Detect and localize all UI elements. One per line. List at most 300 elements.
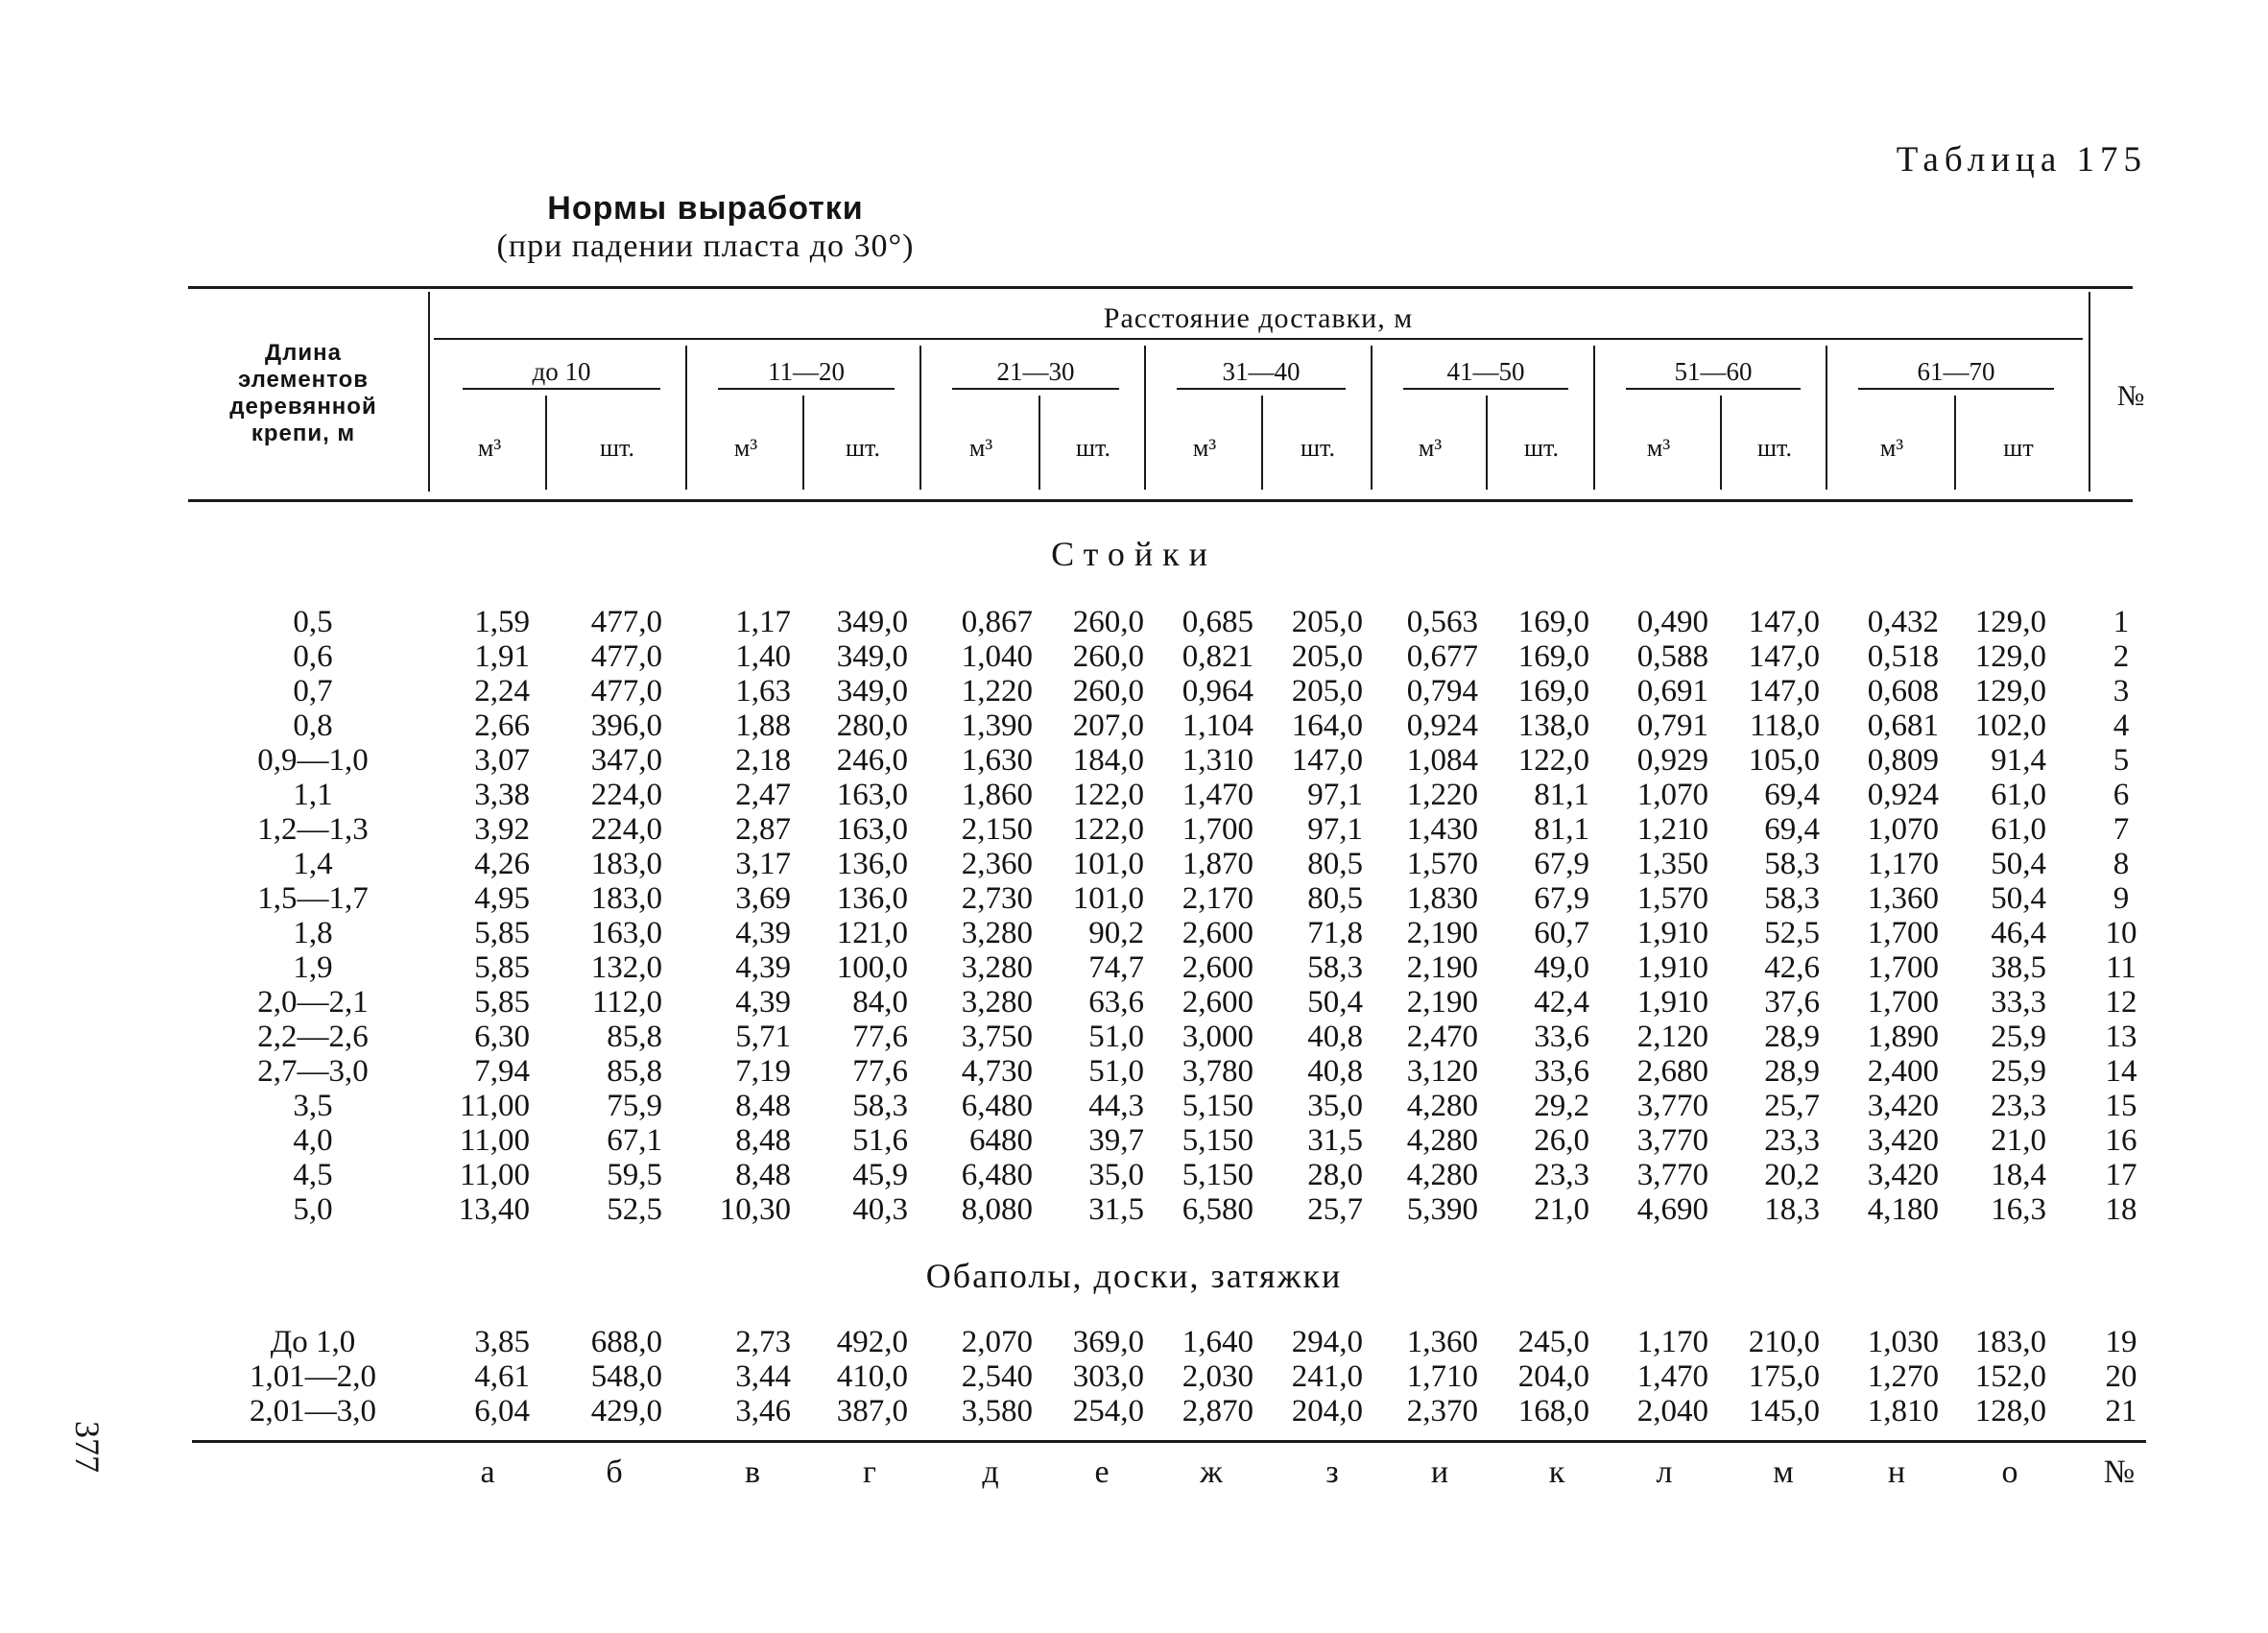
m3-cell: 1,390 xyxy=(961,708,1033,743)
m3-cell: 5,85 xyxy=(474,950,530,985)
length-cell: 0,6 xyxy=(293,639,333,674)
m3-cell: 6,30 xyxy=(474,1020,530,1054)
row-number-cell: 1 xyxy=(2113,605,2130,639)
m3-cell: 3,17 xyxy=(735,847,791,881)
pieces-cell: 40,3 xyxy=(852,1192,908,1227)
range-divider xyxy=(1826,346,1827,490)
row-number-cell: 12 xyxy=(2105,985,2137,1020)
pieces-cell: 260,0 xyxy=(1072,639,1144,674)
footer-column-letter: д xyxy=(982,1454,999,1490)
m3-cell: 3,770 xyxy=(1636,1089,1708,1123)
m3-cell: 4,180 xyxy=(1867,1192,1939,1227)
m3-cell: 2,120 xyxy=(1636,1020,1708,1054)
row-number-cell: 10 xyxy=(2105,916,2137,950)
pieces-cell: 18,4 xyxy=(1991,1158,2046,1192)
pieces-cell: 175,0 xyxy=(1748,1359,1820,1394)
pieces-cell: 245,0 xyxy=(1517,1325,1589,1359)
pieces-cell: 169,0 xyxy=(1517,674,1589,708)
range-header: 31—40 xyxy=(1222,357,1301,386)
length-cell: 1,01—2,0 xyxy=(250,1359,376,1394)
m3-cell: 2,73 xyxy=(735,1325,791,1359)
footer-column-letter: а xyxy=(480,1454,495,1490)
row-number-cell: 3 xyxy=(2113,674,2130,708)
length-cell: 1,4 xyxy=(293,847,333,881)
m3-cell: 1,40 xyxy=(735,639,791,674)
pieces-cell: 224,0 xyxy=(590,778,662,812)
pieces-cell: 122,0 xyxy=(1072,812,1144,847)
unit-divider xyxy=(545,396,547,490)
unit-divider xyxy=(1954,396,1956,490)
pieces-cell: 23,3 xyxy=(1764,1123,1820,1158)
m3-cell: 1,220 xyxy=(961,674,1033,708)
m3-cell: 1,220 xyxy=(1406,778,1478,812)
length-cell: 3,5 xyxy=(293,1089,333,1123)
m3-cell: 1,17 xyxy=(735,605,791,639)
row-number-cell: 16 xyxy=(2105,1123,2137,1158)
m3-cell: 0,432 xyxy=(1867,605,1939,639)
pieces-cell: 205,0 xyxy=(1291,639,1363,674)
m3-cell: 1,910 xyxy=(1636,985,1708,1020)
unit-m3-header: м³ xyxy=(968,434,993,462)
pieces-cell: 40,8 xyxy=(1307,1020,1363,1054)
m3-cell: 3,750 xyxy=(961,1020,1033,1054)
pieces-cell: 77,6 xyxy=(852,1020,908,1054)
m3-cell: 1,084 xyxy=(1406,743,1478,778)
m3-cell: 3,770 xyxy=(1636,1158,1708,1192)
pieces-cell: 21,0 xyxy=(1991,1123,2046,1158)
pieces-cell: 35,0 xyxy=(1307,1089,1363,1123)
m3-cell: 1,870 xyxy=(1182,847,1253,881)
pieces-cell: 183,0 xyxy=(590,881,662,916)
pieces-cell: 45,9 xyxy=(852,1158,908,1192)
pieces-cell: 477,0 xyxy=(590,605,662,639)
pieces-cell: 204,0 xyxy=(1291,1394,1363,1429)
m3-cell: 3,420 xyxy=(1867,1158,1939,1192)
m3-cell: 1,350 xyxy=(1636,847,1708,881)
distance-underline xyxy=(434,338,2083,340)
range-header: 41—50 xyxy=(1446,357,1525,386)
pieces-cell: 347,0 xyxy=(590,743,662,778)
m3-cell: 1,170 xyxy=(1636,1325,1708,1359)
pieces-cell: 67,1 xyxy=(607,1123,662,1158)
row-number-cell: 5 xyxy=(2113,743,2130,778)
m3-cell: 4,61 xyxy=(474,1359,530,1394)
m3-cell: 2,470 xyxy=(1406,1020,1478,1054)
m3-cell: 1,700 xyxy=(1867,916,1939,950)
length-cell: 4,0 xyxy=(293,1123,333,1158)
length-cell: 0,5 xyxy=(293,605,333,639)
page-title: Нормы выработки xyxy=(547,190,864,227)
range-underline xyxy=(463,388,660,390)
pieces-cell: 128,0 xyxy=(1974,1394,2046,1429)
m3-cell: 6,480 xyxy=(961,1089,1033,1123)
m3-cell: 2,070 xyxy=(961,1325,1033,1359)
unit-m3-header: м³ xyxy=(1646,434,1671,462)
pieces-cell: 39,7 xyxy=(1088,1123,1144,1158)
pieces-cell: 121,0 xyxy=(836,916,908,950)
length-cell: 1,8 xyxy=(293,916,333,950)
m3-cell: 1,640 xyxy=(1182,1325,1253,1359)
pieces-cell: 46,4 xyxy=(1991,916,2046,950)
pieces-cell: 183,0 xyxy=(590,847,662,881)
row-number-cell: 21 xyxy=(2105,1394,2137,1429)
pieces-cell: 136,0 xyxy=(836,847,908,881)
row-number-cell: 8 xyxy=(2113,847,2130,881)
range-divider xyxy=(919,346,921,490)
pieces-cell: 280,0 xyxy=(836,708,908,743)
length-cell: 2,2—2,6 xyxy=(257,1020,369,1054)
length-cell: 0,7 xyxy=(293,674,333,708)
m3-cell: 1,570 xyxy=(1406,847,1478,881)
row-number-cell: 13 xyxy=(2105,1020,2137,1054)
pieces-cell: 102,0 xyxy=(1974,708,2046,743)
pieces-cell: 246,0 xyxy=(836,743,908,778)
pieces-cell: 101,0 xyxy=(1072,847,1144,881)
m3-cell: 2,370 xyxy=(1406,1394,1478,1429)
pieces-cell: 77,6 xyxy=(852,1054,908,1089)
m3-cell: 1,910 xyxy=(1636,916,1708,950)
pieces-cell: 91,4 xyxy=(1991,743,2046,778)
unit-m3-header: м³ xyxy=(1879,434,1904,462)
m3-cell: 1,700 xyxy=(1182,812,1253,847)
pieces-cell: 71,8 xyxy=(1307,916,1363,950)
range-underline xyxy=(1626,388,1801,390)
unit-sht-header: шт. xyxy=(1301,434,1335,462)
footer-column-letter: л xyxy=(1656,1454,1673,1490)
m3-cell: 0,791 xyxy=(1636,708,1708,743)
m3-cell: 3,44 xyxy=(735,1359,791,1394)
pieces-cell: 58,3 xyxy=(1764,847,1820,881)
pieces-cell: 163,0 xyxy=(836,778,908,812)
m3-cell: 3,580 xyxy=(961,1394,1033,1429)
m3-cell: 4,39 xyxy=(735,985,791,1020)
row-number-cell: 14 xyxy=(2105,1054,2137,1089)
m3-cell: 1,860 xyxy=(961,778,1033,812)
unit-sht-header: шт. xyxy=(846,434,880,462)
m3-cell: 3,770 xyxy=(1636,1123,1708,1158)
pieces-cell: 260,0 xyxy=(1072,674,1144,708)
m3-cell: 4,280 xyxy=(1406,1158,1478,1192)
unit-divider xyxy=(1261,396,1263,490)
m3-cell: 1,910 xyxy=(1636,950,1708,985)
m3-cell: 6,580 xyxy=(1182,1192,1253,1227)
pieces-cell: 84,0 xyxy=(852,985,908,1020)
m3-cell: 5,150 xyxy=(1182,1123,1253,1158)
pieces-cell: 21,0 xyxy=(1534,1192,1589,1227)
m3-cell: 4,280 xyxy=(1406,1123,1478,1158)
m3-cell: 11,00 xyxy=(459,1158,530,1192)
pieces-cell: 16,3 xyxy=(1991,1192,2046,1227)
unit-m3-header: м³ xyxy=(1418,434,1443,462)
table-label: Таблица 175 xyxy=(1896,140,2147,180)
pieces-cell: 28,9 xyxy=(1764,1054,1820,1089)
pieces-cell: 18,3 xyxy=(1764,1192,1820,1227)
m3-cell: 2,170 xyxy=(1182,881,1253,916)
m3-cell: 4,95 xyxy=(474,881,530,916)
top-rule xyxy=(188,286,2133,289)
m3-cell: 1,470 xyxy=(1182,778,1253,812)
length-cell: 1,2—1,3 xyxy=(257,812,369,847)
m3-cell: 1,710 xyxy=(1406,1359,1478,1394)
pieces-cell: 105,0 xyxy=(1748,743,1820,778)
m3-cell: 3,420 xyxy=(1867,1089,1939,1123)
footer-column-letter: г xyxy=(863,1454,876,1490)
m3-cell: 2,360 xyxy=(961,847,1033,881)
pieces-cell: 26,0 xyxy=(1534,1123,1589,1158)
pieces-cell: 75,9 xyxy=(607,1089,662,1123)
unit-sht-header: шт xyxy=(2003,434,2034,462)
m3-cell: 0,929 xyxy=(1636,743,1708,778)
row-number-cell: 20 xyxy=(2105,1359,2137,1394)
m3-cell: 1,310 xyxy=(1182,743,1253,778)
footer-number-label: № xyxy=(2103,1454,2136,1490)
pieces-cell: 25,9 xyxy=(1991,1054,2046,1089)
m3-cell: 2,400 xyxy=(1867,1054,1939,1089)
range-underline xyxy=(1403,388,1568,390)
unit-m3-header: м³ xyxy=(1192,434,1217,462)
range-divider xyxy=(685,346,687,490)
m3-cell: 2,18 xyxy=(735,743,791,778)
pieces-cell: 85,8 xyxy=(607,1054,662,1089)
pieces-cell: 69,4 xyxy=(1764,778,1820,812)
m3-cell: 0,867 xyxy=(961,605,1033,639)
pieces-cell: 67,9 xyxy=(1534,881,1589,916)
pieces-cell: 492,0 xyxy=(836,1325,908,1359)
length-column-header xyxy=(188,340,418,447)
pieces-cell: 129,0 xyxy=(1974,674,2046,708)
table-bottom-rule xyxy=(192,1440,2146,1443)
range-header: 51—60 xyxy=(1674,357,1753,386)
m3-cell: 2,870 xyxy=(1182,1394,1253,1429)
header-right-divider xyxy=(2089,292,2090,492)
pieces-cell: 33,6 xyxy=(1534,1020,1589,1054)
pieces-cell: 67,9 xyxy=(1534,847,1589,881)
unit-sht-header: шт. xyxy=(1524,434,1559,462)
m3-cell: 2,680 xyxy=(1636,1054,1708,1089)
pieces-cell: 410,0 xyxy=(836,1359,908,1394)
pieces-cell: 136,0 xyxy=(836,881,908,916)
number-column-header: № xyxy=(2116,380,2145,412)
length-cell: До 1,0 xyxy=(270,1325,356,1359)
m3-cell: 2,150 xyxy=(961,812,1033,847)
m3-cell: 3,280 xyxy=(961,985,1033,1020)
m3-cell: 2,600 xyxy=(1182,985,1253,1020)
unit-divider xyxy=(1720,396,1722,490)
pieces-cell: 145,0 xyxy=(1748,1394,1820,1429)
pieces-cell: 81,1 xyxy=(1534,812,1589,847)
m3-cell: 0,608 xyxy=(1867,674,1939,708)
pieces-cell: 164,0 xyxy=(1291,708,1363,743)
m3-cell: 0,518 xyxy=(1867,639,1939,674)
pieces-cell: 25,7 xyxy=(1764,1089,1820,1123)
pieces-cell: 387,0 xyxy=(836,1394,908,1429)
pieces-cell: 369,0 xyxy=(1072,1325,1144,1359)
range-header: 61—70 xyxy=(1917,357,1995,386)
pieces-cell: 20,2 xyxy=(1764,1158,1820,1192)
pieces-cell: 118,0 xyxy=(1749,708,1820,743)
m3-cell: 2,47 xyxy=(735,778,791,812)
pieces-cell: 303,0 xyxy=(1072,1359,1144,1394)
m3-cell: 0,490 xyxy=(1636,605,1708,639)
pieces-cell: 40,8 xyxy=(1307,1054,1363,1089)
length-cell: 5,0 xyxy=(293,1192,333,1227)
m3-cell: 1,360 xyxy=(1867,881,1939,916)
pieces-cell: 50,4 xyxy=(1991,881,2046,916)
length-cell: 1,1 xyxy=(293,778,333,812)
length-cell: 2,7—3,0 xyxy=(257,1054,369,1089)
length-header-line: деревянной xyxy=(229,394,377,420)
m3-cell: 4,690 xyxy=(1636,1192,1708,1227)
m3-cell: 2,87 xyxy=(735,812,791,847)
row-number-cell: 19 xyxy=(2105,1325,2137,1359)
length-cell: 1,9 xyxy=(293,950,333,985)
m3-cell: 4,39 xyxy=(735,950,791,985)
m3-cell: 5,85 xyxy=(474,916,530,950)
pieces-cell: 122,0 xyxy=(1517,743,1589,778)
pieces-cell: 147,0 xyxy=(1748,605,1820,639)
m3-cell: 3,280 xyxy=(961,950,1033,985)
unit-divider xyxy=(802,396,804,490)
range-divider xyxy=(1593,346,1595,490)
header-bottom-rule xyxy=(188,499,2133,502)
row-number-cell: 18 xyxy=(2105,1192,2137,1227)
m3-cell: 5,390 xyxy=(1406,1192,1478,1227)
length-cell: 1,5—1,7 xyxy=(257,881,369,916)
footer-column-letter: о xyxy=(2001,1454,2018,1490)
pieces-cell: 169,0 xyxy=(1517,605,1589,639)
m3-cell: 1,88 xyxy=(735,708,791,743)
m3-cell: 1,070 xyxy=(1636,778,1708,812)
m3-cell: 0,691 xyxy=(1636,674,1708,708)
m3-cell: 4,39 xyxy=(735,916,791,950)
pieces-cell: 37,6 xyxy=(1764,985,1820,1020)
m3-cell: 3,07 xyxy=(474,743,530,778)
m3-cell: 8,48 xyxy=(735,1158,791,1192)
footer-column-letter: м xyxy=(1773,1454,1794,1490)
row-number-cell: 15 xyxy=(2105,1089,2137,1123)
footer-column-letter: е xyxy=(1094,1454,1110,1490)
m3-cell: 6,04 xyxy=(474,1394,530,1429)
m3-cell: 1,810 xyxy=(1867,1394,1939,1429)
m3-cell: 4,26 xyxy=(474,847,530,881)
pieces-cell: 429,0 xyxy=(590,1394,662,1429)
m3-cell: 2,040 xyxy=(1636,1394,1708,1429)
m3-cell: 1,63 xyxy=(735,674,791,708)
section-title: Обаполы, доски, затяжки xyxy=(925,1257,1343,1295)
pieces-cell: 52,5 xyxy=(1764,916,1820,950)
length-header-line: Длина xyxy=(265,340,342,366)
page-subtitle: (при падении пласта до 30°) xyxy=(496,228,915,264)
pieces-cell: 349,0 xyxy=(836,674,908,708)
section-title: Стойки xyxy=(1051,535,1217,573)
m3-cell: 6480 xyxy=(969,1123,1033,1158)
m3-cell: 2,66 xyxy=(474,708,530,743)
row-number-cell: 4 xyxy=(2113,708,2130,743)
pieces-cell: 50,4 xyxy=(1307,985,1363,1020)
pieces-cell: 97,1 xyxy=(1307,778,1363,812)
pieces-cell: 51,0 xyxy=(1088,1020,1144,1054)
m3-cell: 11,00 xyxy=(459,1089,530,1123)
pieces-cell: 168,0 xyxy=(1517,1394,1589,1429)
m3-cell: 10,30 xyxy=(719,1192,791,1227)
unit-m3-header: м³ xyxy=(477,434,502,462)
m3-cell: 8,48 xyxy=(735,1123,791,1158)
pieces-cell: 294,0 xyxy=(1291,1325,1363,1359)
m3-cell: 2,730 xyxy=(961,881,1033,916)
range-underline xyxy=(718,388,895,390)
m3-cell: 4,280 xyxy=(1406,1089,1478,1123)
m3-cell: 0,924 xyxy=(1406,708,1478,743)
m3-cell: 1,360 xyxy=(1406,1325,1478,1359)
range-header: до 10 xyxy=(532,357,591,386)
pieces-cell: 33,3 xyxy=(1991,985,2046,1020)
pieces-cell: 90,2 xyxy=(1088,916,1144,950)
range-divider xyxy=(1371,346,1373,490)
m3-cell: 0,794 xyxy=(1406,674,1478,708)
pieces-cell: 51,0 xyxy=(1088,1054,1144,1089)
m3-cell: 8,48 xyxy=(735,1089,791,1123)
m3-cell: 7,19 xyxy=(735,1054,791,1089)
m3-cell: 3,780 xyxy=(1182,1054,1253,1089)
footer-column-letter: к xyxy=(1548,1454,1565,1490)
pieces-cell: 23,3 xyxy=(1534,1158,1589,1192)
pieces-cell: 163,0 xyxy=(590,916,662,950)
m3-cell: 0,681 xyxy=(1867,708,1939,743)
pieces-cell: 184,0 xyxy=(1072,743,1144,778)
pieces-cell: 51,6 xyxy=(852,1123,908,1158)
m3-cell: 0,964 xyxy=(1182,674,1253,708)
length-cell: 0,9—1,0 xyxy=(257,743,369,778)
m3-cell: 0,588 xyxy=(1636,639,1708,674)
m3-cell: 1,59 xyxy=(474,605,530,639)
m3-cell: 1,91 xyxy=(474,639,530,674)
m3-cell: 2,190 xyxy=(1406,916,1478,950)
pieces-cell: 224,0 xyxy=(590,812,662,847)
m3-cell: 2,030 xyxy=(1182,1359,1253,1394)
m3-cell: 1,470 xyxy=(1636,1359,1708,1394)
pieces-cell: 63,6 xyxy=(1088,985,1144,1020)
pieces-cell: 97,1 xyxy=(1307,812,1363,847)
header-left-divider xyxy=(428,292,430,492)
m3-cell: 2,190 xyxy=(1406,985,1478,1020)
pieces-cell: 254,0 xyxy=(1072,1394,1144,1429)
pieces-cell: 169,0 xyxy=(1517,639,1589,674)
pieces-cell: 58,3 xyxy=(852,1089,908,1123)
pieces-cell: 241,0 xyxy=(1291,1359,1363,1394)
pieces-cell: 58,3 xyxy=(1764,881,1820,916)
pieces-cell: 147,0 xyxy=(1291,743,1363,778)
pieces-cell: 688,0 xyxy=(590,1325,662,1359)
unit-sht-header: шт. xyxy=(600,434,634,462)
m3-cell: 2,540 xyxy=(961,1359,1033,1394)
m3-cell: 2,600 xyxy=(1182,950,1253,985)
pieces-cell: 29,2 xyxy=(1534,1089,1589,1123)
pieces-cell: 25,7 xyxy=(1307,1192,1363,1227)
pieces-cell: 396,0 xyxy=(590,708,662,743)
footer-column-letter: в xyxy=(744,1454,761,1490)
range-underline xyxy=(1177,388,1346,390)
pieces-cell: 61,0 xyxy=(1991,812,2046,847)
pieces-cell: 129,0 xyxy=(1974,605,2046,639)
pieces-cell: 85,8 xyxy=(607,1020,662,1054)
unit-divider xyxy=(1039,396,1040,490)
unit-sht-header: шт. xyxy=(1076,434,1110,462)
pieces-cell: 58,3 xyxy=(1307,950,1363,985)
pieces-cell: 80,5 xyxy=(1307,847,1363,881)
pieces-cell: 31,5 xyxy=(1307,1123,1363,1158)
row-number-cell: 11 xyxy=(2106,950,2137,985)
pieces-cell: 349,0 xyxy=(836,605,908,639)
